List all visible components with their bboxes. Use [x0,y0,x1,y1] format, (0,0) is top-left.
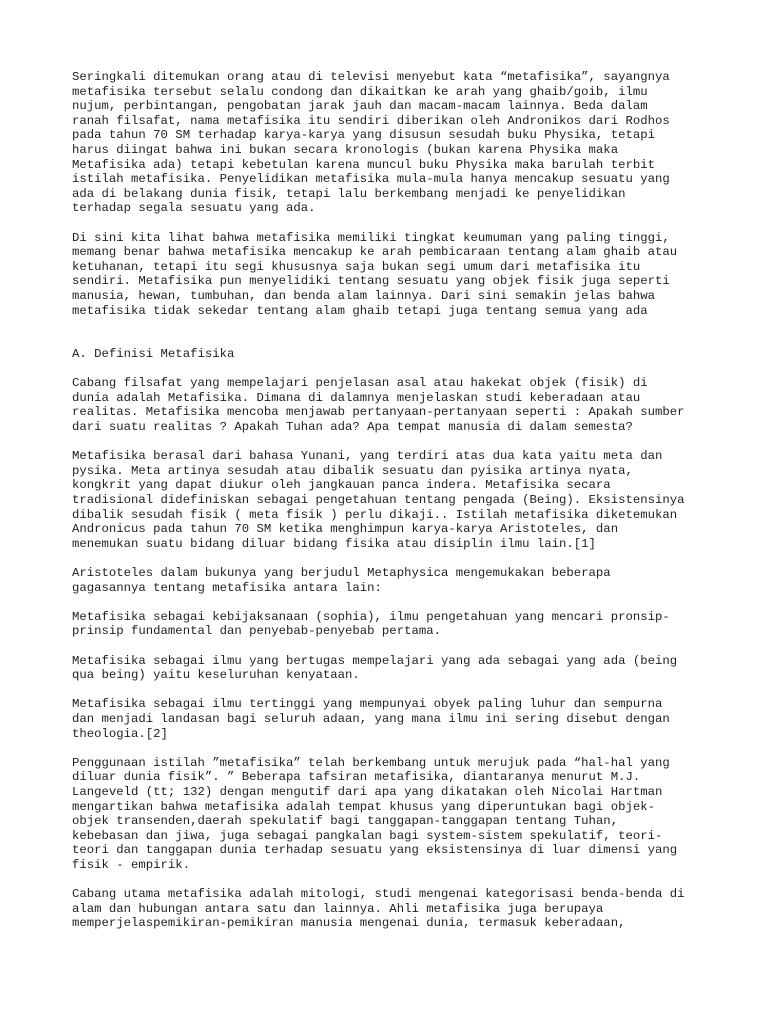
body-paragraph: Metafisika sebagai ilmu yang bertugas mempelajari yang ada sebagai yang ada (being qua being) yaitu keseluruhan kenyataan. [72,653,678,683]
body-paragraph: Cabang filsafat yang mempelajari penjelasan asal atau hakekat objek (fisik) di dunia adalah Metafisika. Dimana di dalamnya menjelaskan studi keberadaan atau realitas. Metafisika mencoba menjawab pertanyaan-pertanyaan seperti : Apakah sumber dari suatu realitas ? Apakah Tuhan ada? Apa tempat manusia di dalam semesta? [72,376,685,435]
body-paragraph: Metafisika sebagai kebijaksanaan (sophia), ilmu pengetahuan yang mencari pronsip- prinsip fundamental dan penyebab-penyebab pertama. [72,609,670,639]
section-heading: A. Definisi Metafisika [72,347,235,362]
body-paragraph: Cabang utama metafisika adalah mitologi, studi mengenai kategorisasi benda-benda di alam dan hubungan antara satu dan lainnya. Ahli metafisika juga berupaya memperjelaspemikiran-pemikiran manusia mengenai dunia, termasuk keberadaan, [72,887,685,931]
document-page [72,70,712,945]
body-paragraph: Metafisika berasal dari bahasa Yunani, yang terdiri atas dua kata yaitu meta dan pysika. Meta artinya sesudah atau dibalik sesuatu dan pyisika artinya nyata, kongkrit yang dapat diukur oleh jangkauan panca indera. Metafisika secara tradisional didefiniskan sebagai pengetahuan tentang pengada (Being). Eksistensinya dibalik sesudah fisik ( meta fisik ) perlu dikaji.. Istilah metafisika diketemukan Andronicus pada tahun 70 SM ketika menghimpun karya-karya Aristoteles, dan menemukan suatu bidang diluar bidang fisika atau disiplin ilmu lain.[1] [72,449,685,551]
body-paragraph: Aristoteles dalam bukunya yang berjudul Metaphysica mengemukakan beberapa gagasannya tentang metafisika antara lain: [72,566,611,595]
body-paragraph: Metafisika sebagai ilmu tertinggi yang mempunyai obyek paling luhur dan sempurna dan menjadi landasan bagi seluruh adaan, yang mana ilmu ini sering disebut dengan theologia.[2] [72,697,670,741]
intro-paragraph: Seringkali ditemukan orang atau di televisi menyebut kata “metafisika”, sayangnya metafisika tersebut selalu condong dan dikaitkan ke arah yang ghaib/goib, ilmu nujum, perbintangan, pengobatan jarak jauh dan macam-macam lainnya. Beda dalam ranah filsafat, nama metafisika itu sendiri diberikan oleh Andronikos dari Rodhos pada tahun 70 SM terhadap karya-karya yang disusun sesudah buku Physika, tetapi harus diingat bahwa ini bukan secara kronologis (bukan karena Physika maka Metafisika ada) tetapi kebetulan karena muncul buku Physika maka barulah terbit istilah metafisika. Penyelidikan metafisika mula-mula hanya mencakup sesuatu yang ada di belakang dunia fisik, tetapi lalu berkembang menjadi ke penyelidikan terhadap segala sesuatu yang ada. [72,70,670,216]
intro-paragraph: Di sini kita lihat bahwa metafisika memiliki tingkat keumuman yang paling tinggi, memang benar bahwa metafisika mencakup ke arah pembicaraan tentang alam ghaib atau ketuhanan, tetapi itu segi khususnya saja bukan segi umum dari metafisika itu sendiri. Metafisika pun menyelidiki tentang sesuatu yang objek fisik juga seperti manusia, hewan, tumbuhan, dan benda alam lainnya. Dari sini semakin jelas bahwa metafisika tidak sekedar tentang alam ghaib tetapi juga tentang semua yang ada [72,230,678,318]
body-paragraph: Penggunaan istilah ”metafisika” telah berkembang untuk merujuk pada “hal-hal yang diluar dunia fisik”. ” Beberapa tafsiran metafisika, diantaranya menurut M.J. Langeveld (tt; 132) dengan mengutif dari apa yang dikatakan oleh Nicolai Hartman mengartikan bahwa metafisika adalah tempat khusus yang diperuntukan bagi objek- objek transenden,daerah spekulatif bagi tanggapan-tanggapan tentang Tuhan, kebebasan dan jiwa, juga sebagai pangkalan bagi system-sistem spekulatif, teori- teori dan tanggapan dunia terhadap sesuatu yang eksistensinya di luar dimensi yang fisik - empirik. [72,755,678,872]
